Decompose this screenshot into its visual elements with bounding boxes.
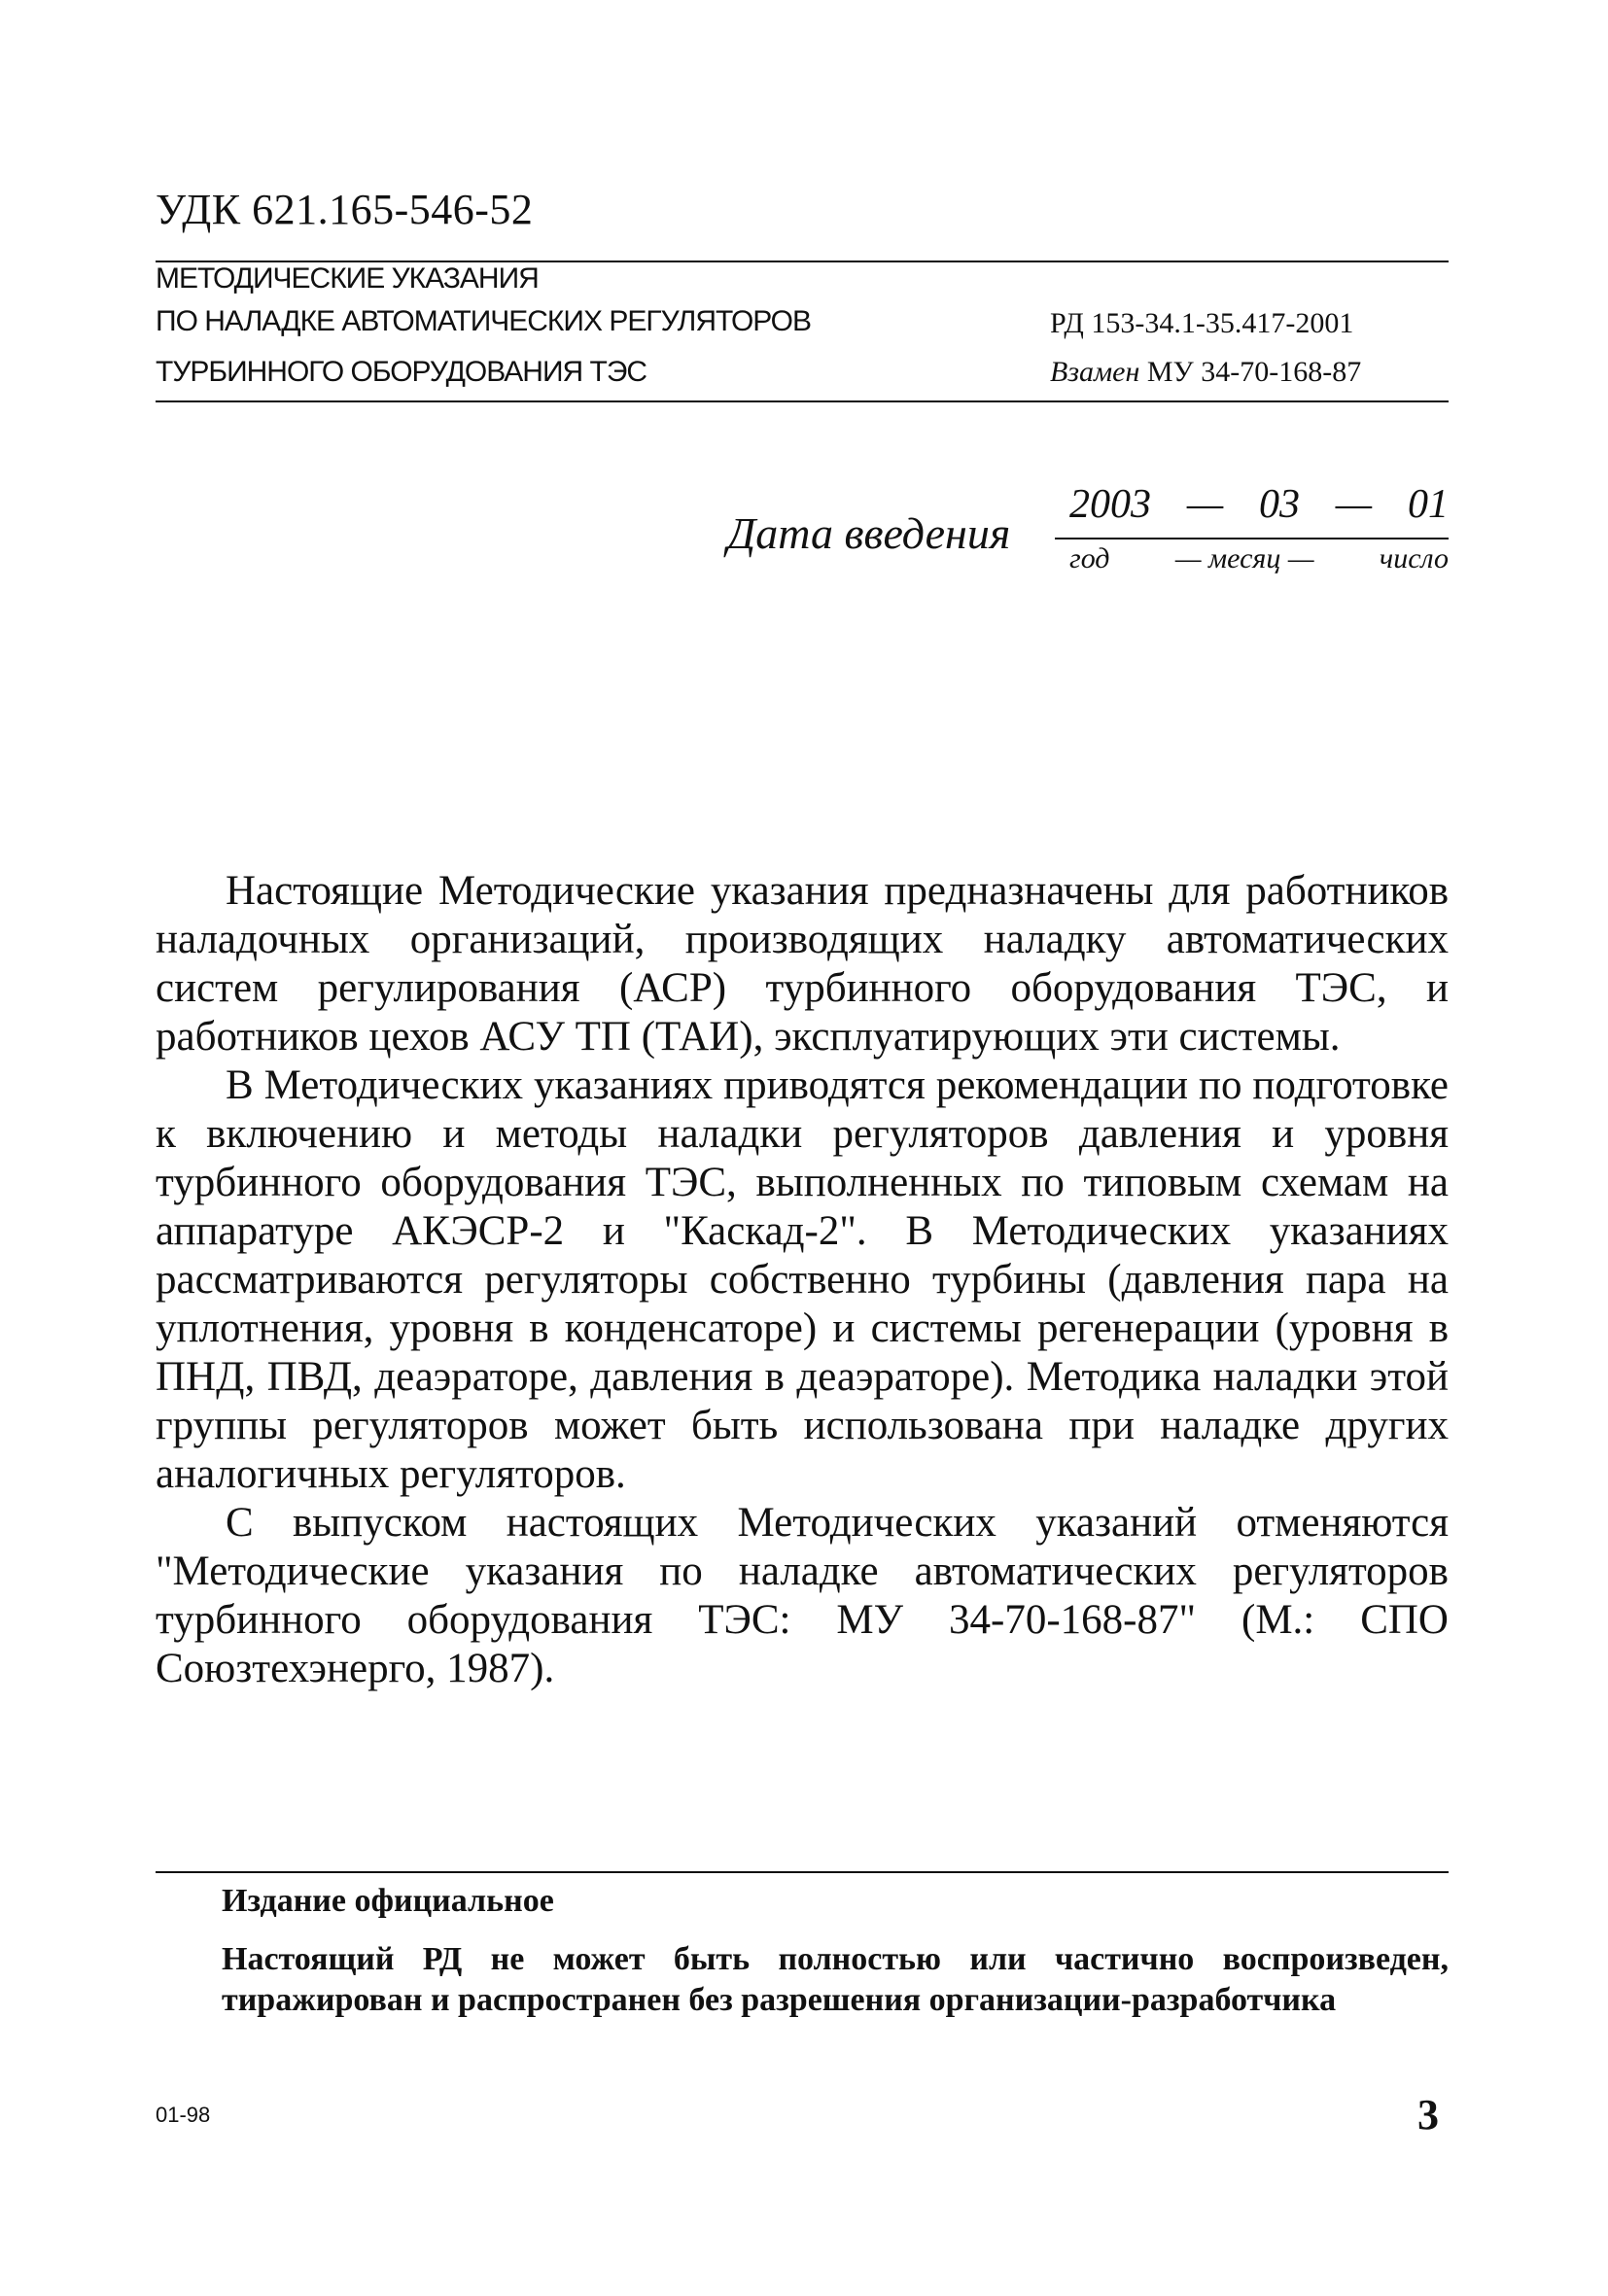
intro-date-year: 2003 [1069, 482, 1151, 527]
udk-code: УДК 621.165-546-52 [156, 186, 534, 233]
intro-date-day: 01 [1407, 482, 1449, 527]
header-bottom-rule [156, 400, 1449, 402]
footer-rule [156, 1871, 1449, 1873]
replaces-value: МУ 34-70-168-87 [1146, 356, 1362, 388]
copyright-notice: Настоящий РД не может быть полностью или частично воспроизведен, тиражирован и распространен без разрешения организации-разработчика [222, 1941, 1449, 2018]
caption-year: год [1069, 542, 1110, 574]
intro-date-dash-1: — [1186, 482, 1224, 527]
print-code: 01-98 [156, 2103, 211, 2127]
intro-date-month: 03 [1258, 482, 1300, 527]
body-text [156, 867, 1449, 1693]
intro-date-captions [1069, 542, 1449, 575]
replaces-label: Взамен [1050, 356, 1140, 388]
official-notice [222, 1881, 1449, 2021]
intro-date-values [1069, 481, 1449, 528]
title-line-3: ТУРБИННОГО ОБОРУДОВАНИЯ ТЭС [156, 356, 647, 388]
rd-number: РД 153-34.1-35.417-2001 [1050, 307, 1354, 339]
body-paragraph-3: С выпуском настоящих Методических указаний отменяются "Методические указания по наладке автоматических регуляторов турбинного оборудования ТЭС: МУ 34-70-168-87" (М.: СПО Союзтехэнерго, 1987). [156, 1500, 1449, 1691]
replaces-note [1050, 356, 1361, 389]
title-line-1: МЕТОДИЧЕСКИЕ УКАЗАНИЯ [156, 262, 539, 295]
intro-date-dash-2: — [1335, 482, 1373, 527]
edition-label: Издание официальное [222, 1883, 554, 1919]
intro-date-rule [1055, 538, 1449, 539]
caption-day: число [1379, 542, 1449, 574]
page-number: 3 [1417, 2091, 1439, 2139]
body-paragraph-2: В Методических указаниях приводятся рекомендации по подготовке к включению и методы наладки регуляторов давления и уровня турбинного оборудования ТЭС, выполненных по типовым схемам на аппаратуре АКЭСР-2 и "Каскад-2". В Методических указаниях рассматриваются регуляторы собственно турбины (давления пара на уплотнения, уровня в конденсаторе) и системы регенерации (уровня в ПНД, ПВД, деаэраторе, давления в деаэраторе). Методика наладки этой группы регуляторов может быть использована при наладке других аналогичных регуляторов. [156, 1062, 1449, 1497]
body-paragraph-1: Настоящие Методические указания предназначены для работников наладочных организаций, производящих наладку автоматических систем регулирования (АСР) турбинного оборудования ТЭС, и работников цехов АСУ ТП (ТАИ), эксплуатирующих эти системы. [156, 868, 1449, 1060]
caption-month: — месяц — [1174, 542, 1314, 574]
title-line-2: ПО НАЛАДКЕ АВТОМАТИЧЕСКИХ РЕГУЛЯТОРОВ [156, 305, 812, 337]
intro-date-label: Дата введения [727, 508, 1011, 558]
